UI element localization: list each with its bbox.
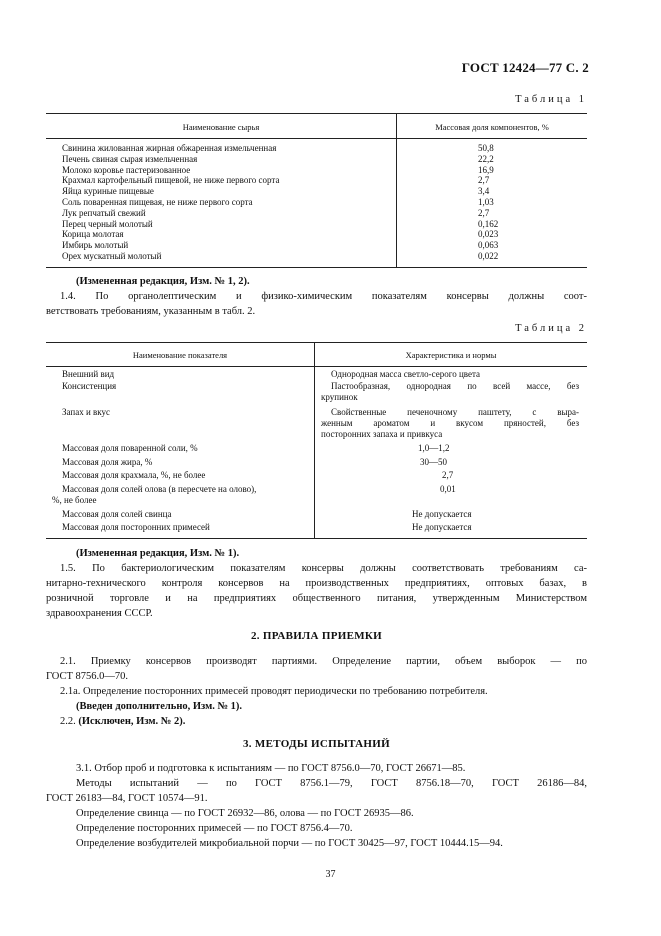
section-2-title: 2. ПРАВИЛА ПРИЕМКИ [250, 630, 383, 642]
table1-value: 16,9 [478, 164, 494, 175]
table1-row: Крахмал картофельный пищевой, не ниже первого сорта [62, 175, 280, 186]
para-methods-line2: ГОСТ 26183—84, ГОСТ 10574—91. [46, 793, 208, 804]
table2-r3-value-l3: посторонних запаха и привкуса [321, 429, 443, 439]
para-2-2-number: 2.2. [60, 716, 76, 727]
table1-column-divider [396, 113, 397, 267]
table1-row: Яйца куриные пищевые [62, 186, 154, 197]
table1-row: Печень свиная сырая измельченная [62, 153, 198, 164]
table1-value: 0,022 [478, 250, 499, 261]
table1-value: 0,023 [478, 229, 499, 240]
table2-bottom-rule [46, 538, 587, 539]
table1-value: 1,03 [478, 196, 494, 207]
table2-caption: Таблица 2 [515, 323, 587, 334]
section-3-title: 3. МЕТОДЫ ИСПЫТАНИЙ [243, 738, 390, 750]
table1-caption: Таблица 1 [515, 94, 587, 105]
table1-row: Имбирь молотый [62, 240, 129, 251]
table2-top-rule [46, 342, 587, 343]
para-microbial-spoilage: Определение возбудителей микробиальной порчи — по ГОСТ 30425—97, ГОСТ 10444.15—94. [76, 838, 503, 849]
para-1-4-line2: ветствовать требованиям, указанным в табл. 2. [46, 306, 256, 317]
para-2-1-line2: ГОСТ 8756.0—70. [46, 671, 129, 682]
para-1-4-line1: 1.4. По органолептическим и физико-химическим показателям консервы должны соот- [60, 291, 587, 302]
table1-value: 3,4 [478, 186, 490, 197]
table2-r3-name: Запах и вкус [62, 407, 111, 417]
para-1-5-line3: розничной торговле и на предприятиях общественного питания, утвержденным Министерством [46, 593, 587, 604]
table2-r3-value-l2: женным ароматом и вкусом пряностей, без [321, 418, 579, 428]
para-1-5-line1: 1.5. По бактериологическим показателям консервы должны соответствовать требованиям са- [60, 563, 587, 574]
para-3-1: 3.1. Отбор проб и подготовка к испытаниям — по ГОСТ 8756.0—70, ГОСТ 26671—85. [76, 763, 466, 774]
table2-r4-name: Массовая доля поваренной соли, % [62, 443, 198, 453]
para-1-5-line4: здравоохранения СССР. [46, 608, 153, 619]
para-2-1a: 2.1а. Определение посторонних примесей проводят периодически по требованию потребителя. [60, 686, 488, 697]
para-2-1-line1: 2.1. Приемку консервов производят партиями. Определение партии, объем выборок — по [60, 656, 587, 667]
amendment-note-3: (Введен дополнительно, Изм. № 1). [76, 701, 243, 712]
table1-bottom-rule [46, 267, 587, 268]
para-methods-line1: Методы испытаний — по ГОСТ 8756.1—79, ГОСТ 8756.18—70, ГОСТ 26186—84, [76, 778, 587, 789]
table1-col1-header: Наименование сырья [182, 122, 260, 132]
para-2-2-note: (Исключен, Изм. № 2). [78, 716, 186, 727]
table1-col2-header: Массовая доля компонентов, % [435, 122, 549, 132]
table2-r4-value: 1,0—1,2 [418, 443, 450, 453]
para-2-2 [60, 715, 185, 730]
table1-value: 0,162 [478, 218, 499, 229]
table1-value: 0,063 [478, 240, 499, 251]
table2-r2-name: Консистенция [62, 381, 117, 391]
table1-value: 50,8 [478, 143, 494, 153]
table2-r3-value-l1: Свойственные печеночному паштету, с выра- [331, 407, 579, 417]
table1-row: Корица молотая [62, 229, 124, 240]
amendment-note-1: (Измененная редакция, Изм. № 1, 2). [76, 276, 250, 287]
table1-row: Соль поваренная пищевая, не ниже первого сорта [62, 196, 253, 207]
table1-value: 2,7 [478, 175, 490, 186]
table2-col2-header: Характеристика и нормы [405, 350, 497, 360]
table1-values [478, 143, 498, 262]
table2-r7-value: 0,01 [440, 484, 456, 494]
table1-row: Молоко коровье пастеризованное [62, 164, 191, 175]
table2-r9-name: Массовая доля посторонних примесей [62, 522, 210, 532]
table2-column-divider [314, 342, 315, 538]
table2-r8-name: Массовая доля солей свинца [62, 509, 172, 519]
table1-row: Свинина жилованная жирная обжаренная измельченная [62, 143, 277, 153]
table1-value: 2,7 [478, 207, 490, 218]
page-header: ГОСТ 12424—77 С. 2 [461, 60, 589, 75]
table2-r1-value: Однородная масса светло-серого цвета [331, 369, 481, 379]
table2-r7-name-l2: %, не более [52, 495, 97, 505]
table1-header-rule [46, 138, 587, 139]
table2-r6-name: Массовая доля крахмала, %, не более [62, 470, 206, 480]
table2-r7-name-l1: Массовая доля солей олова (в пересчете на олово), [62, 484, 257, 494]
table1-names [62, 143, 279, 262]
page-number: 37 [325, 869, 336, 880]
amendment-note-2: (Измененная редакция, Изм. № 1). [76, 548, 240, 559]
table2-col1-header: Наименование показателя [132, 350, 228, 360]
table1-top-rule [46, 113, 587, 114]
table2-header-rule [46, 366, 587, 367]
para-impurities: Определение посторонних примесей — по ГОСТ 8756.4—70. [76, 823, 353, 834]
table2-r1-name: Внешний вид [62, 369, 115, 379]
table2-r5-name: Массовая доля жира, % [62, 457, 153, 467]
table1-value: 22,2 [478, 153, 494, 164]
table2-r2-value-l1: Пастообразная, однородная по всей массе, без [331, 381, 579, 391]
table2-r9-value: Не допускается [412, 522, 472, 532]
para-lead-tin: Определение свинца — по ГОСТ 26932—86, олова — по ГОСТ 26935—86. [76, 808, 414, 819]
table1-row: Лук репчатый свежий [62, 207, 146, 218]
table1-row: Орех мускатный молотый [62, 250, 162, 261]
table2-r5-value: 30—50 [420, 457, 447, 467]
table1-row: Перец черный молотый [62, 218, 153, 229]
table2-r6-value: 2,7 [442, 470, 454, 480]
para-1-5-line2: нитарно-технического контроля консервов на производственных предприятиях, оптовых базах, в [46, 578, 587, 589]
table2-r2-value-l2: крупинок [321, 392, 358, 402]
table2-r8-value: Не допускается [412, 509, 472, 519]
